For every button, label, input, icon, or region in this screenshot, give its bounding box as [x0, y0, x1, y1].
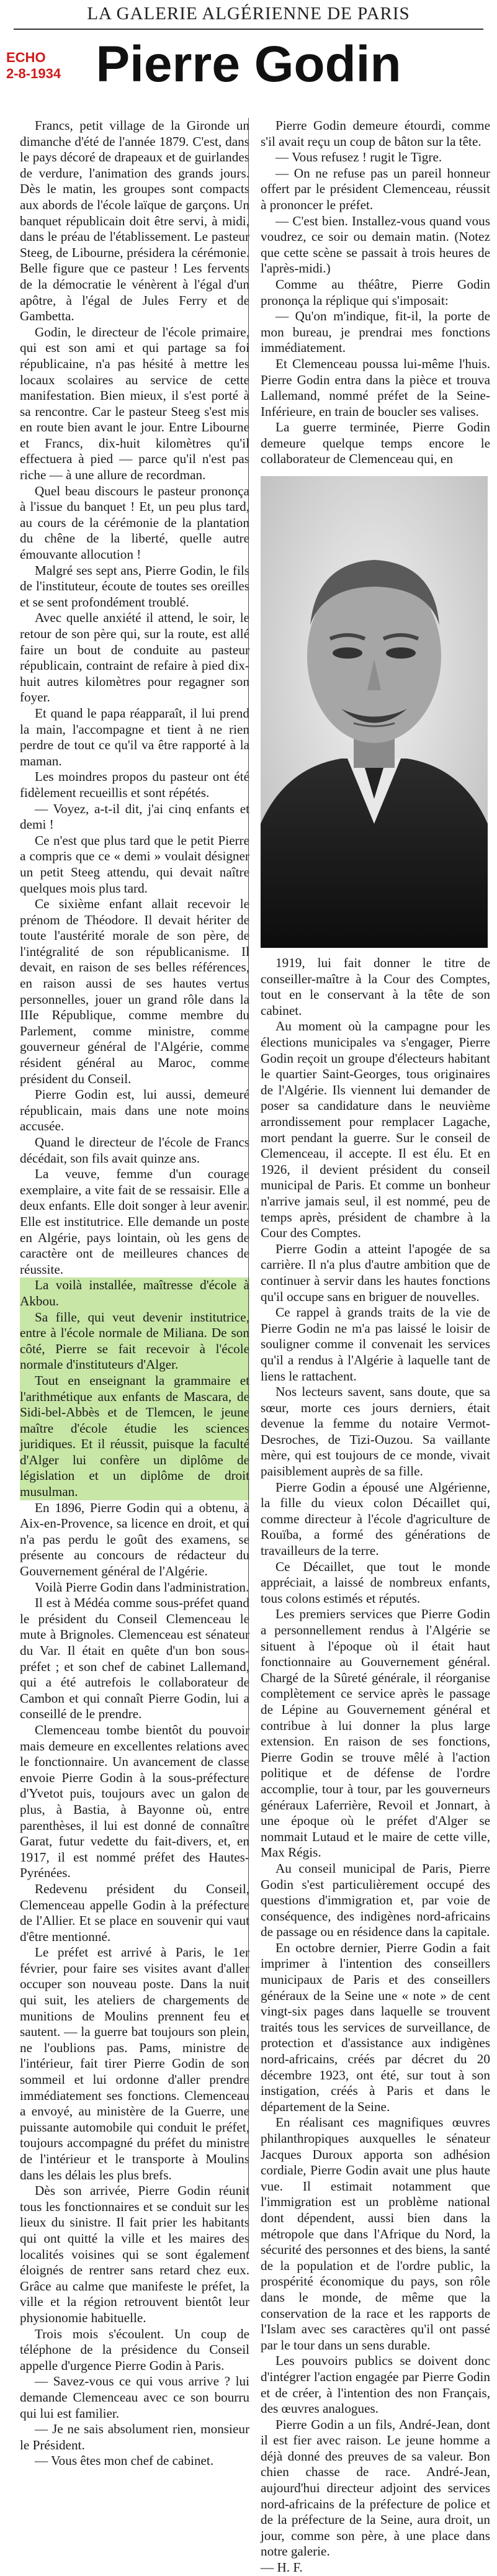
paragraph: En réalisant ces magnifiques œuvres philanthropiques auxquelles le sénateur Jacques Duroux apporta son adhésion cordiale, Pierre Godin avait une plus haute vue. Il estimait notamment que l'immigration est un problème national dont dépendent, aussi bien dans la métropole que dans l'Afrique du Nord, la sécurité des personnes et des biens, la santé de la population et de l'ordre public, la prospérité économique du pays, son rôle dans le monde, de même que la conservation de la race et les rapports de l'Islam avec ses caractères qu'il ont passé par le tour dans un sens durable.: [261, 2115, 490, 2353]
paragraph: Clemenceau tombe bientôt du pouvoir mais demeure en excellentes relations avec le fonctionnaire. Un avancement de classe envoie Pierre Godin à la sous-préfecture d'Yvetot puis, toujours avec un galon de plus, à Bastia, à Bayonne où, entre parenthèses, il lui est donné de connaître Garat, futur vedette du fait-divers, et, en 1917, il est nommé préfet des Hautes-Pyrénées.: [20, 1722, 249, 1881]
paragraph: — C'est bien. Installez-vous quand vous voudrez, ce soir ou demain matin. (Notez que cette scène se passait à trois heures de l'après-midi.): [261, 213, 490, 276]
paragraph: En octobre dernier, Pierre Godin a fait imprimer à l'intention des conseillers municipaux de Paris et des conseillers généraux de la Seine une « note » de cent vingt-six pages dans laquelle se trouvent traités tous les services de surveillance, de protection et d'assistance aux indigènes nord-africains, créés par décret du 20 décembre 1923, ont été, sur tout à son instigation, créés à Paris et dans le département de la Seine.: [261, 1940, 490, 2114]
highlighted-paragraph: La voilà installée, maîtresse d'école à Akbou.: [20, 1277, 249, 1308]
paragraph: Il est à Médéa comme sous-préfet quand le président du Conseil Clemenceau le mute à Brignoles. Clemenceau est sénateur du Var. Il était en quête d'un bon sous-préfet ; et son chef de cabinet Lallemand, qui a été autrefois le collaborateur de Cambon et qui connaît Pierre Godin, lui a conseillé de le prendre.: [20, 1595, 249, 1722]
highlighted-paragraph: Sa fille, qui veut devenir institutrice, entre à l'école normale de Miliana. De son côté, Pierre se fait recevoir à l'école normale d'instituteurs d'Alger.: [20, 1309, 249, 1372]
paragraph: Ce Décaillet, que tout le monde appréciait, a laissé de nombreux enfants, tous colons estimés et réputés.: [261, 1559, 490, 1606]
paragraph: Avec quelle anxiété il attend, le soir, le retour de son père qui, sur la route, est allé faire un bout de conduite au pasteur républicain, contraint de refaire à pied dix-huit autres kilomètres pour regagner son foyer.: [20, 610, 249, 705]
paragraph: Pierre Godin a atteint l'apogée de sa carrière. Il n'a plus d'autre ambition que de continuer à servir dans les hautes fonctions qu'il occupe sans en briguer de nouvelles.: [261, 1241, 490, 1304]
paragraph: — Qu'on m'indique, fit-il, la porte de mon bureau, je prendrai mes fonctions immédiatement.: [261, 308, 490, 356]
paragraph: Ce n'est que plus tard que le petit Pierre a compris que ce « demi » voulait désigner un petit Steeg attendu, qui devait naître quelques mois plus tard.: [20, 832, 249, 896]
paragraph: Pierre Godin demeure étourdi, comme s'il avait reçu un coup de bâton sur la tête.: [261, 118, 490, 149]
paragraph: — Voyez, a-t-il dit, j'ai cinq enfants et demi !: [20, 801, 249, 832]
portrait-photo-icon: [261, 476, 488, 948]
paragraph: — Vous refusez ! rugit le Tigre.: [275, 150, 442, 165]
highlighted-paragraph: Tout en enseignant la grammaire et l'arithmétique aux enfants de Mascara, de Sidi-bel-Abbès et de Tlemcen, le jeune maître d'école étudie les sciences juridiques. Et il réussit, puisque la faculté d'Alger lui confère un diplôme de législation et un diplôme de droit musulman.: [20, 1372, 249, 1500]
paragraph: Dès son arrivée, Pierre Godin réunit tous les fonctionnaires et se conduit sur les lieux du sinistre. Il fait prier les habitants qui ont quitté la ville et les maires des localités voisines qui se sont également éloignés de rentrer sans retard chez eux. Grâce au calme que manifeste le préfet, la ville et la région retrouvent bientôt leur physionomie habituelle.: [20, 2183, 249, 2325]
paragraph: Pierre Godin a un fils, André-Jean, dont il est fier avec raison. Le jeune homme a déjà donné des preuves de sa valeur. Bon chien chasse de race. André-Jean, aujourd'hui directeur adjoint des services nord-africains de la préfecture de police et de la préfecture de la Seine, aura droit, un jour, comme son père, à une place dans notre galerie.: [261, 2416, 490, 2559]
paragraph: Redevenu président du Conseil, Clemenceau appelle Godin à la préfecture de l'Allier. Et se place en souvenir qui vaut d'être mentionné.: [20, 1881, 249, 1944]
paragraph: Pierre Godin est, lui aussi, demeuré républicain, mais dans une note moins accusée.: [20, 1087, 249, 1134]
paragraph: Les pouvoirs publics se doivent donc d'intégrer l'action engagée par Pierre Godin et de créer, à l'intention des non Français, des œuvres analogues.: [261, 2353, 490, 2416]
paragraph: Ce sixième enfant allait recevoir le prénom de Théodore. Il devait hériter de toute l'austérité morale de son père, de l'intégralité de son républicanisme. Il devait, en raison de ses belles références, en raison aussi de ses hautes vertus personnelles, jouer un grand rôle dans la IIIe République, comme membre du Parlement, comme ministre, comme gouverneur général de l'Algérie, comme résident général au Maroc, comme président du Conseil.: [20, 896, 249, 1086]
paragraph: Malgré ses sept ans, Pierre Godin, le fils de l'instituteur, écoute de toutes ses oreilles et se sent profondément troublé.: [20, 562, 249, 610]
paragraph: Quand le directeur de l'école de Francs décédait, son fils avait quinze ans.: [20, 1135, 249, 1166]
paragraph: Trois mois s'écoulent. Un coup de téléphone de la présidence du Conseil appelle d'urgence Pierre Godin à Paris.: [20, 2326, 249, 2373]
paragraph: Voilà Pierre Godin dans l'administration.: [35, 1579, 249, 1595]
paragraph: Au moment où la campagne pour les élections municipales va s'engager, Pierre Godin reçoit un groupe d'électeurs habitant le quartier Saint-Georges, tous originaires de l'Algérie. Ils viennent lui demander de poser sa candidature dans le neuvième arrondissement pour remplacer Lagache, mort pendant la guerre. Sur le conseil de Clemenceau, il accepte. Il est élu. Et en 1926, il devient président du conseil municipal de Paris. Et comme un bonheur n'arrive jamais seul, il est nommé, peu de temps après, président de chambre à la Cour des Comptes.: [261, 1019, 490, 1241]
paragraph: — Je ne sais absolument rien, monsieur le Président.: [20, 2421, 249, 2452]
right-column: [261, 118, 490, 2576]
paragraph: — Vous êtes mon chef de cabinet.: [35, 2453, 214, 2469]
paragraph: Quel beau discours le pasteur prononça à l'issue du banquet ! Et, un peu plus tard, au cours de la cérémonie de la plantation du chêne de la liberté, quelle autre émouvante allocution !: [20, 483, 249, 562]
paragraph: La guerre terminée, Pierre Godin demeure quelque temps encore le collaborateur de Clemenceau qui, en: [261, 420, 490, 467]
paragraph: — Savez-vous ce qui vous arrive ? lui demande Clemenceau avec ce son bourru qui lui est familier.: [20, 2374, 249, 2421]
stamp-source: ECHO: [6, 50, 46, 65]
paragraph: Et Clemenceau poussa lui-même l'huis. Pierre Godin entra dans la pièce et trouva Lallemand, nommé préfet de la Seine-Inférieure, en train de boucler ses valises.: [261, 356, 490, 419]
paragraph: — On ne refuse pas un pareil honneur offert par le président Clemenceau, réussit à prononcer le préfet.: [261, 165, 490, 212]
column-divider: [248, 118, 249, 2253]
headline: Pierre Godin: [96, 36, 401, 92]
paragraph: Godin, le directeur de l'école primaire, qui est son ami et qui partage sa foi républicaine, n'a pas hésité à mettre les locaux scolaires au service de cette manifestation. Bien mieux, il s'est porté à sa rencontre. Car le pasteur Steeg s'est mis en route bien avant le jour. Entre Libourne et Francs, dix-huit kilomètres qu'il effectuera à pied — parce qu'il n'est pas riche — à une allure de recordman.: [20, 324, 249, 483]
paragraph: Et quand le papa réapparaît, il lui prend la main, l'accompagne et tient à ne rien perdre de tout ce qu'il va être rapporté à la maman.: [20, 705, 249, 768]
left-column: [20, 118, 249, 2469]
top-rule: [14, 29, 483, 30]
paragraph: Francs, petit village de la Gironde un dimanche d'été de l'année 1879. C'est, dans le pays décoré de drapeaux et de guirlandes de verdure, l'animation des grands jours. Dès le matin, les groupes sont compacts aux abords de l'école laïque de garçons. Un banquet républicain doit être servi, à midi, dans le préau de l'établissement. Le pasteur Steeg, de Libourne, présidera la cérémonie. Belle figure que ce pasteur ! Les fervents de la démocratie le vénèrent à l'égal d'un apôtre, à l'égal de Jules Ferry et de Gambetta.: [20, 118, 249, 324]
paragraph: Les moindres propos du pasteur ont été fidèlement recueillis et sont répétés.: [20, 769, 249, 800]
paragraph: Le préfet est arrivé à Paris, le 1er février, pour faire ses visites avant d'aller occuper son nouveau poste. Dans la nuit qui suit, les ateliers de chargements de munitions de Moulins prennent feu et sautent. — la guerre bat toujours son plein, ne l'oublions pas. Pams, ministre de l'intérieur, fait tirer Pierre Godin de son sommeil et lui ordonne d'aller prendre immédiatement ses fonctions. Clemenceau a envoyé, au ministère de la Guerre, une puissante automobile qui conduit le préfet, toujours accompagné du préfet du ministre de l'intérieur et le transporte à Moulins dans les délais les plus brefs.: [20, 1945, 249, 2182]
paragraph: 1919, lui fait donner le titre de conseiller-maître à la Cour des Comptes, tout en le conservant à la tête de son cabinet.: [261, 955, 490, 1018]
paragraph: Au conseil municipal de Paris, Pierre Godin s'est particulièrement occupé des questions d'immigration et, par voie de conséquence, des indigènes nord-africains de passage ou en résidence dans la capitale.: [261, 1860, 490, 1940]
stamp-date: 2-8-1934: [6, 66, 61, 81]
paragraph: Nos lecteurs savent, sans doute, que sa sœur, morte ces jours derniers, était devenue la femme du notaire Vermot-Desroches, de Tizi-Ouzou. Sa vaillante mère, qui est toujours de ce monde, vivait paisiblement auprès de sa fille.: [261, 1384, 490, 1479]
author-signature: — H. F.: [261, 2560, 303, 2575]
series-banner: LA GALERIE ALGÉRIENNE DE PARIS: [87, 4, 410, 24]
paragraph: La veuve, femme d'un courage exemplaire, a vite fait de se ressaisir. Elle a deux enfants. Elle doit songer à leur avenir. Elle est institutrice. Elle demande un poste en Algérie, pays lointain, où les gens de caractère ont de meilleures chances de réussite.: [20, 1166, 249, 1277]
paragraph: Ce rappel à grands traits de la vie de Pierre Godin ne m'a pas laissé le loisir de souligner comme il convenait les services qu'il a rendus à l'Algérie à laquelle tant de liens le rattachent.: [261, 1305, 490, 1384]
paragraph: Pierre Godin a épousé une Algérienne, la fille du vieux colon Décaillet qui, comme directeur à l'école d'agriculture de Rouïba, a formé des générations de travailleurs de la terre.: [261, 1479, 490, 1559]
paragraph: Les premiers services que Pierre Godin a personnellement rendus à l'Algérie se situent à l'époque où il était haut fonctionnaire au Gouvernement général. Chargé de la Sûreté générale, il réorganise complètement ce service après le passage de Lépine au Gouvernement général et contribue à lui donner la plus large extension. En raison de ses fonctions, Pierre Godin se trouve mêlé à l'action politique et de défense de l'ordre accomplie, tour à tour, par les gouverneurs généraux Laferrière, Revoil et Jonnart, à une époque où le préfet d'Alger se nommait Lutaud et le maire de cette ville, Max Régis.: [261, 1606, 490, 1860]
paragraph: Comme au théâtre, Pierre Godin prononça la réplique qui s'imposait:: [261, 276, 490, 308]
paragraph: En 1896, Pierre Godin qui a obtenu, à Aix-en-Provence, sa licence en droit, et qui n'a pas perdu le goût des examens, se présente au concours de rédacteur du Gouvernement général de l'Algérie.: [20, 1500, 249, 1579]
